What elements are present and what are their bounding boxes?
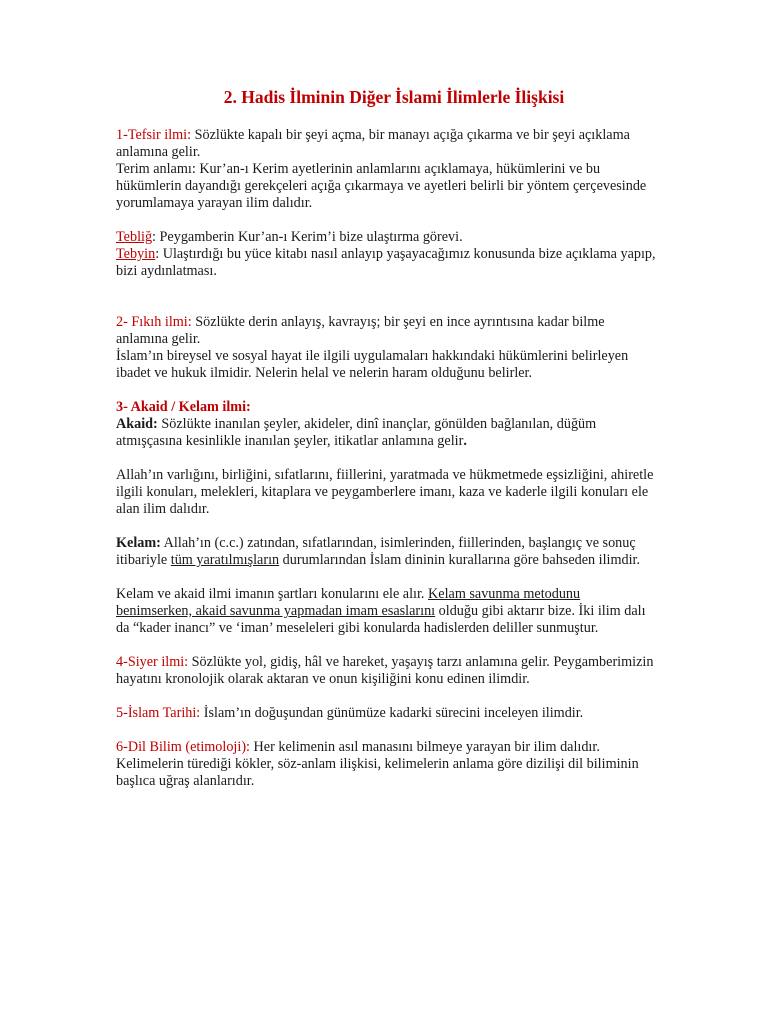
dil-label: 6-Dil Bilim (etimoloji): xyxy=(116,739,250,755)
section-teblig-tebyin xyxy=(116,229,658,280)
tarih-label: 5-İslam Tarihi: xyxy=(116,705,201,721)
akaid-label: Akaid: xyxy=(116,416,158,432)
compare-text-1: Kelam ve akaid ilmi imanın şartları konularını ele alır. xyxy=(116,586,429,602)
section-akaid-scope xyxy=(116,467,658,518)
dil-definition xyxy=(116,739,658,790)
tefsir-definition xyxy=(116,127,658,161)
teblig-line xyxy=(116,229,658,246)
tefsir-term-meaning: Terim anlamı: Kur’an-ı Kerim ayetlerinin anlamlarını açıklamaya, hükümlerini ve bu hükümlerin dayandığı gerekçeleri açığa çıkarmaya ve ayetleri belirli bir yöntem çerçevesinde yorumlamaya yarayan ilim dalıdır. xyxy=(116,161,647,211)
tebyin-label: Tebyin xyxy=(116,246,156,262)
siyer-label: 4-Siyer ilmi: xyxy=(116,654,189,670)
compare-underlined: Kelam savunma metodunu benimserken, akaid savunma yapmadan imam esaslarını xyxy=(116,586,581,619)
fikih-text: Sözlükte derin anlayış, kavrayış; bir şeyi en ince ayrıntısına kadar bilme anlamına gelir. xyxy=(116,314,605,347)
akaid-definition xyxy=(116,416,658,450)
tefsir-label: 1-Tefsir ilmi: xyxy=(116,127,192,143)
section-dil xyxy=(116,739,658,790)
section-akaid xyxy=(116,399,658,450)
kelam-definition xyxy=(116,535,658,569)
siyer-definition xyxy=(116,654,658,688)
tefsir-text: Sözlükte kapalı bir şeyi açma, bir manayı açığa çıkarma ve bir şeyi açıklama anlamına gelir. xyxy=(116,127,630,160)
akaid-text: Sözlükte inanılan şeyler, akideler, dinî inançlar, gönülden bağlanılan, düğüm atmışçasına kesinlikle inanılan şeyler, itikatlar anlamına gelir xyxy=(116,416,597,449)
compare-text-2: olduğu gibi aktarır bize. İki ilim dalı da “kader inancı” ve ‘iman’ meseleleri gibi konularda hadislerden deliller sunmuştur. xyxy=(116,603,646,636)
dil-text: Her kelimenin asıl manasını bilmeye yarayan bir ilim dalıdır. Kelimelerin türediği kökler, söz-anlam ilişkisi, kelimelerin anlama göre dizilişi dil biliminin başlıca uğraş alanlarıdır. xyxy=(116,739,639,789)
kelam-text-2: durumlarından İslam dininin kurallarına göre bahseden ilimdir. xyxy=(279,552,641,568)
page-title: 2. Hadis İlminin Diğer İslami İlimlerle İlişkisi xyxy=(223,87,565,107)
fikih-description: İslam’ın bireysel ve sosyal hayat ile ilgili uygulamaları hakkındaki hükümlerini belirleyen ibadet ve hukuk ilmidir. Nelerin helal ve nelerin haram olduğunu belirler. xyxy=(116,348,629,381)
tebyin-line xyxy=(116,246,658,280)
teblig-text: : Peygamberin Kur’an-ı Kerim’i bize ulaştırma görevi. xyxy=(152,229,463,245)
akaid-heading: 3- Akaid / Kelam ilmi: xyxy=(116,399,251,415)
section-tarih xyxy=(116,705,658,722)
section-kelam xyxy=(116,535,658,569)
section-kelam-akaid-compare xyxy=(116,586,658,637)
teblig-label: Tebliğ xyxy=(116,229,153,245)
fikih-definition xyxy=(116,314,658,348)
kelam-underlined: tüm yaratılmışların xyxy=(170,552,280,568)
tarih-definition xyxy=(116,705,658,722)
compare-text xyxy=(116,586,658,637)
akaid-scope-text: Allah’ın varlığını, birliğini, sıfatlarını, fiillerini, yaratmada ve hükmetmede eşsizliğini, ahiretle ilgili konuları, melekleri, kitaplara ve peygamberlere imanı, kaza ve kaderle ilgili konuları ele alan ilim dalıdır. xyxy=(116,467,654,517)
kelam-label: Kelam: xyxy=(116,535,161,551)
kelam-text-1: Allah’ın (c.c.) zatından, sıfatlarından, isimlerinden, fiillerinden, başlangıç ve sonuç itibariyle xyxy=(116,535,636,568)
tebyin-text: : Ulaştırdığı bu yüce kitabı nasıl anlayıp yaşayacağımız konusunda bize açıklama yapıp, bizi aydınlatması. xyxy=(116,246,656,279)
fikih-label: 2- Fıkıh ilmi: xyxy=(116,314,192,330)
akaid-end: . xyxy=(463,433,467,449)
section-siyer xyxy=(116,654,658,688)
siyer-text: Sözlükte yol, gidiş, hâl ve hareket, yaşayış tarzı anlamına gelir. Peygamberimizin hayatını kronolojik olarak aktaran ve onun kişiliğini konu edinen ilimdir. xyxy=(116,654,654,687)
section-fikih xyxy=(116,314,658,382)
section-tefsir xyxy=(116,127,658,212)
tarih-text: İslam’ın doğuşundan günümüze kadarki sürecini inceleyen ilimdir. xyxy=(200,705,584,721)
